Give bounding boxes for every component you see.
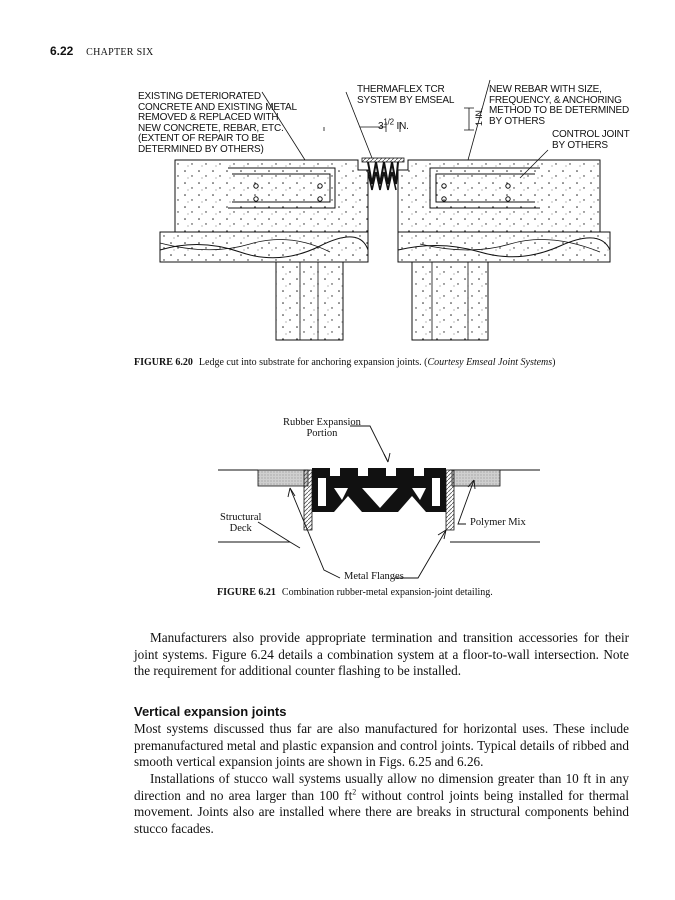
label-metal-flanges: Metal Flanges (344, 571, 404, 582)
figure-6-20-caption: FIGURE 6.20 Ledge cut into substrate for anchoring expansion joints. (Courtesy Emseal Joint Systems) (134, 357, 556, 368)
paragraph-stucco: Installations of stucco wall systems usually allow no dimension greater than 10 ft in any direction and no area larger than 100 $ft^2$ without control joints being installed for thermal movement. Joints also are installed where there are breaks in structural components behind stucco facades. (134, 771, 629, 836)
paragraph-termination: Manufacturers also provide appropriate termination and transition accessories for their joint systems. Figure 6.24 details a combination system at a floor-to-wall intersection. Note the requirement for additional counter flashing to be installed. (134, 630, 629, 679)
label-rubber-expansion: Rubber Expansion Portion (283, 417, 361, 439)
label-dimension-depth: 1 IN. (474, 108, 484, 127)
section-heading: Vertical expansion joints (134, 704, 287, 719)
rubber-portion (312, 468, 446, 512)
label-control-joint: CONTROL JOINT BY OTHERS (552, 129, 630, 151)
label-existing-concrete: EXISTING DETERIORATED CONCRETE AND EXISTING METAL REMOVED & REPLACED WITH NEW CONCRETE, REBAR, ETC. (EXTENT OF REPAIR TO BE DETERMINED BY OTHERS) (138, 91, 297, 155)
figure-6-21-caption: FIGURE 6.21 Combination rubber-metal expansion-joint detailing. (217, 587, 493, 598)
chapter-title: CHAPTER SIX (86, 47, 154, 58)
page-number: 6.22 (50, 44, 74, 58)
label-dimension-width: $3^{1/2}$ IN. (378, 117, 409, 132)
label-polymer-mix: Polymer Mix (470, 517, 526, 528)
paragraph-vertical-joints: Most systems discussed thus far are also manufactured for horizontal uses. These include premanufactured metal and plastic expansion and control joints. Typical details of ribbed and smooth vertical expansion joints are shown in Figs. 6.25 and 6.26. (134, 721, 629, 770)
label-structural-deck: Structural Deck (220, 512, 262, 534)
label-new-rebar: NEW REBAR WITH SIZE, FREQUENCY, & ANCHORING METHOD TO BE DETERMINED BY OTHERS (489, 84, 630, 127)
label-thermaflex-system: THERMAFLEX TCR SYSTEM BY EMSEAL (357, 84, 455, 106)
